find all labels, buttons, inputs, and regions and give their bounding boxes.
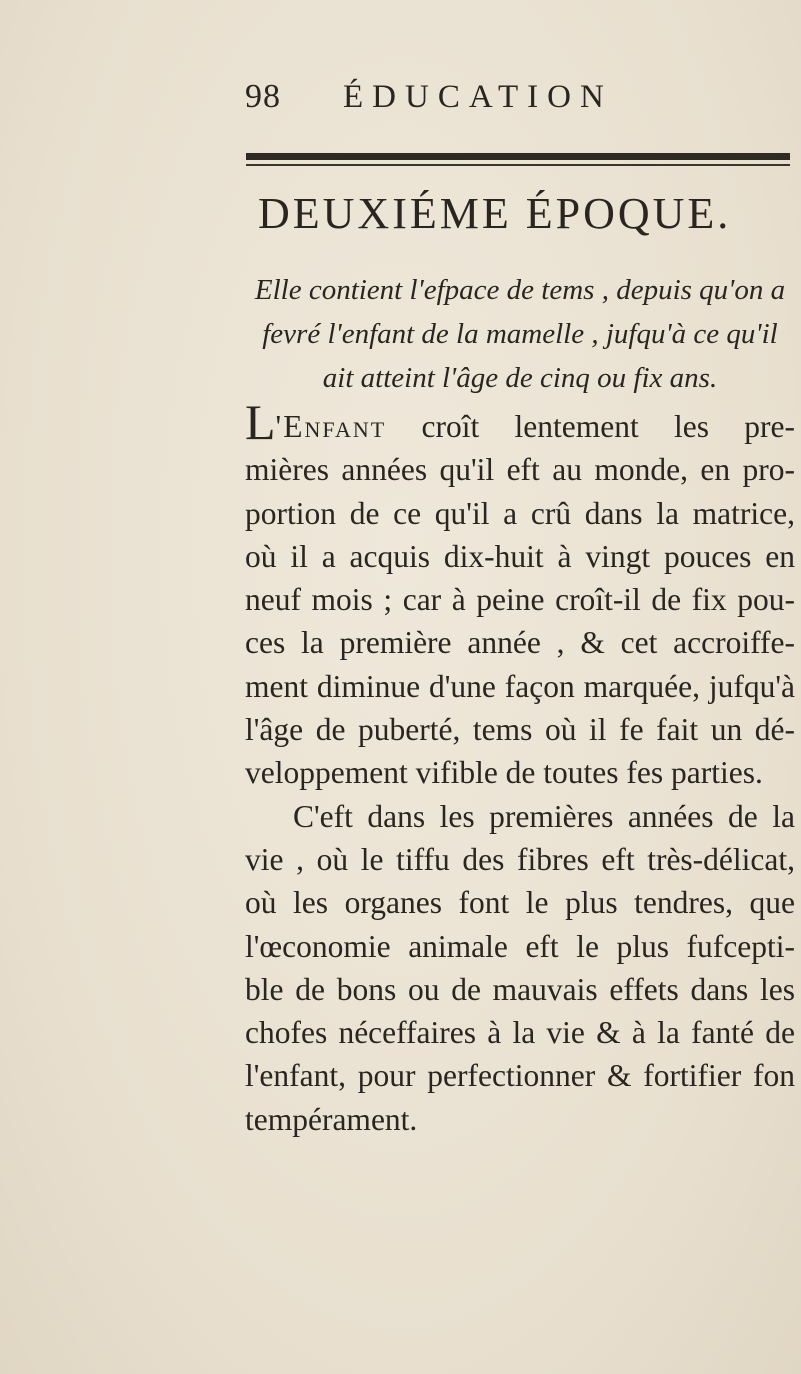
text-line: l'œconomie animale eft le plus fufcepti- [245,928,795,964]
section-summary [246,268,794,400]
text-line: vie , où le tiffu des fibres eft très-délicat, [245,841,795,877]
text-line: mières années qu'il eft au monde, en pro- [245,452,795,488]
text-line: tempérament. [245,1101,418,1137]
page-number: 98 [245,78,281,115]
summary-line: Elle contient l'efpace de tems , depuis qu'on a [254,274,786,306]
text-line: ment diminue d'une façon marquée, jufqu'à [245,668,795,704]
text-line: chofes néceffaires à la vie & à la fanté de [245,1015,795,1051]
summary-line: fevré l'enfant de la mamelle , jufqu'à ce qu'il [262,318,778,350]
running-head [245,78,613,122]
text-line: veloppement vifible de toutes fes parties. [245,755,763,791]
text-line: ces la première année , & cet accroiffe- [245,625,795,661]
paragraph-first-line [245,394,795,450]
text-line: C'eft dans les premières années de la [293,798,795,834]
body-text [245,394,795,1141]
text-line: neuf mois ; car à peine croît-il de fix pou- [245,582,795,618]
running-title: ÉDUCATION [343,79,613,115]
section-title: DEUXIÉME ÉPOQUE. [258,189,732,238]
header-rule-thick [246,153,790,160]
text-line: où il a acquis dix-huit à vingt pouces en [245,538,795,574]
opening-words: 'Enfant [275,409,387,444]
text-line: où les organes font le plus tendres, que [245,885,795,921]
first-line-text: croît lentement les pre- [386,409,795,444]
text-line: l'enfant, pour perfectionner & fortifier fon [245,1058,795,1094]
text-line: l'âge de puberté, tems où il fe fait un dé- [245,712,795,748]
text-line: portion de ce qu'il a crû dans la matrice, [245,495,795,531]
text-line: ble de bons ou de mauvais effets dans les [245,971,795,1007]
header-rule-thin [246,164,790,166]
summary-line: ait atteint l'âge de cinq ou fix ans. [322,362,718,394]
drop-cap: L [245,394,276,450]
